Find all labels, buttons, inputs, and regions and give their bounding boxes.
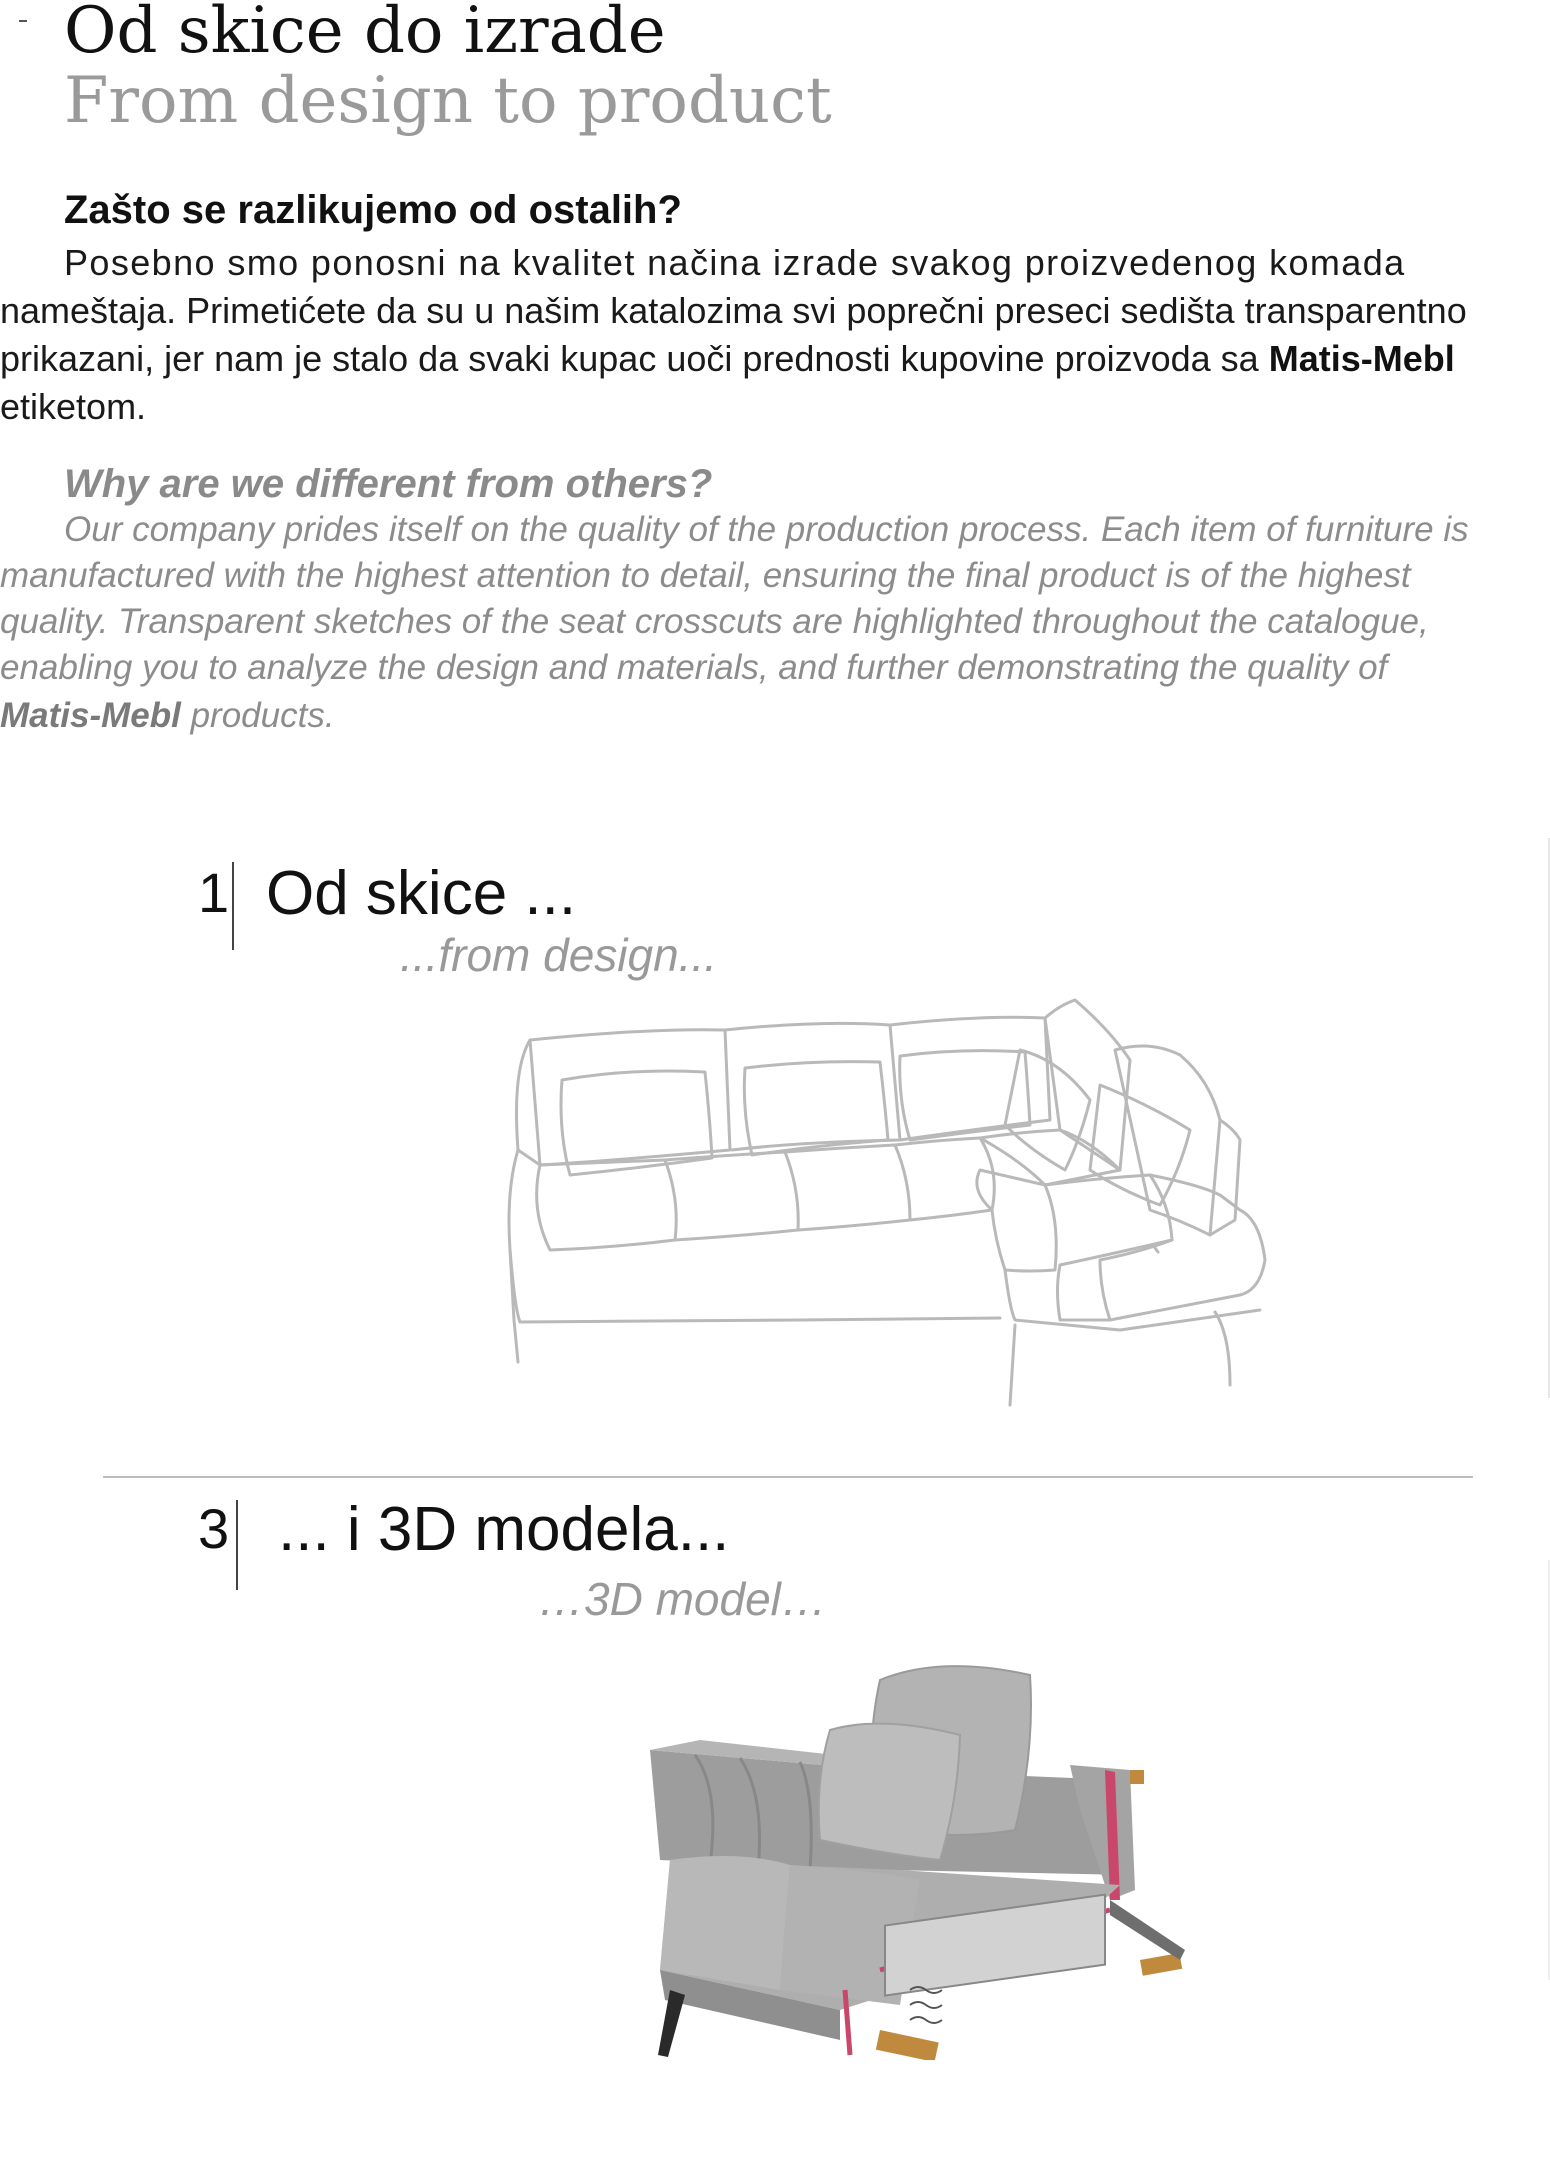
paragraph-line-sr	[0, 338, 1455, 380]
page-subtitle: From design to product	[64, 64, 832, 138]
section-heading-en: Why are we different from others?	[64, 462, 713, 506]
step-subtitle: ...from design...	[400, 929, 718, 981]
paragraph-line-sr: etiketom.	[0, 386, 147, 427]
paragraph-line-en	[0, 696, 335, 736]
sofa-sketch-illustration	[500, 990, 1300, 1410]
paragraph-line-en: Our company prides itself on the quality of the production process. Each item of furniture is	[64, 510, 1469, 549]
page-title: Od skice do izrade	[64, 0, 666, 68]
paragraph-line-en: quality. Transparent sketches of the seat crosscuts are highlighted throughout the catalogue,	[0, 602, 1429, 641]
section-divider	[103, 1476, 1473, 1478]
section-heading-sr: Zašto se razlikujemo od ostalih?	[64, 188, 682, 232]
corner-mark	[19, 20, 27, 22]
paragraph-line-sr: Posebno smo ponosni na kvalitet načina izrade svakog proizvedenog komada	[64, 242, 1406, 283]
paragraph-line-en: enabling you to analyze the design and materials, and further demonstrating the quality of	[0, 648, 1388, 687]
paragraph-text: products.	[190, 696, 335, 735]
step-title: Od skice ...	[266, 859, 577, 928]
paragraph-line-sr: nameštaja. Primetićete da su u našim katalozima svi poprečni preseci sedišta transparentno	[0, 290, 1467, 331]
paragraph-text: prikazani, jer nam je stalo da svaki kupac uoči prednosti kupovine proizvoda sa	[0, 338, 1259, 379]
sofa-3d-model-illustration	[640, 1660, 1200, 2060]
step-number: 3	[198, 1497, 230, 1560]
brand-name: Matis-Mebl	[1268, 338, 1455, 379]
step-divider	[236, 1500, 238, 1590]
step-subtitle: …3D model…	[538, 1573, 827, 1625]
paragraph-line-en: manufactured with the highest attention to detail, ensuring the final product is of the highest	[0, 556, 1411, 595]
step-number: 1	[198, 861, 230, 924]
step-divider	[232, 862, 234, 950]
step-title: ... i 3D modela...	[278, 1495, 730, 1564]
brand-name: Matis-Mebl	[0, 696, 181, 735]
